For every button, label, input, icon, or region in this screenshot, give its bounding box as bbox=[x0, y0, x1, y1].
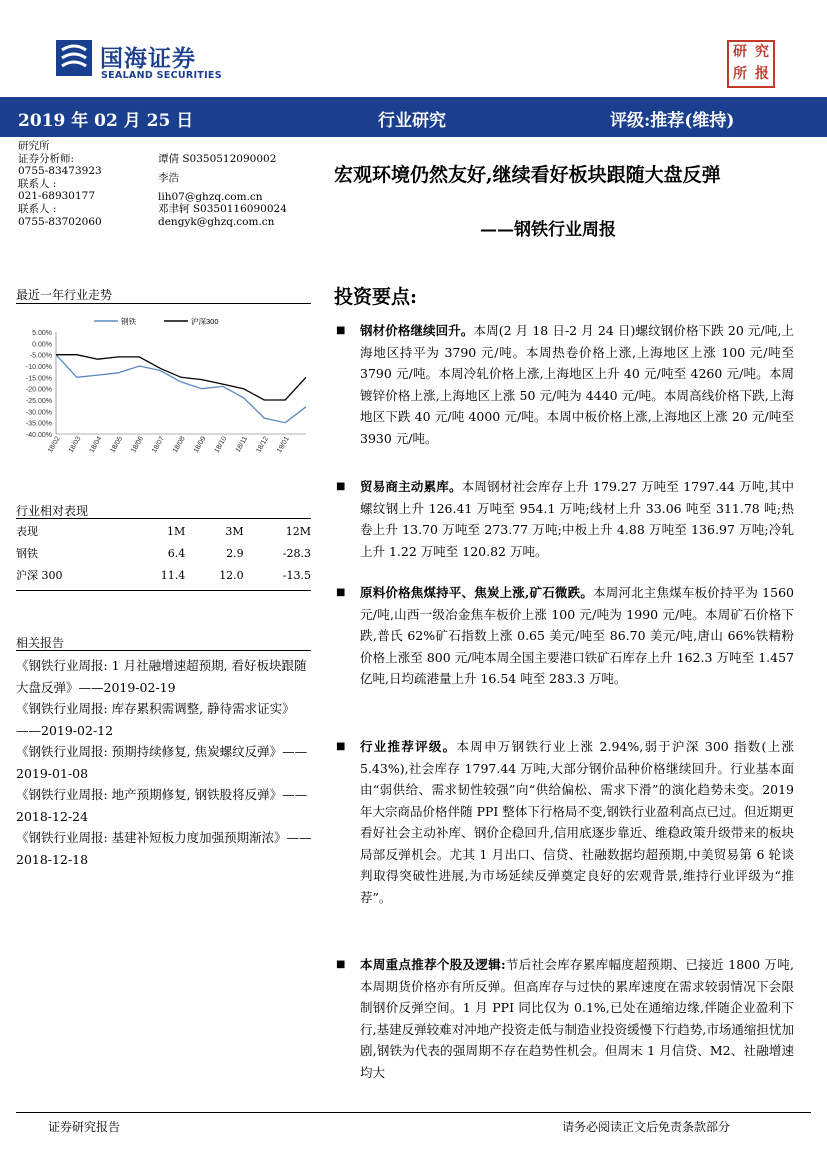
bullet-icon: ■ bbox=[336, 959, 346, 970]
y-tick-label: -15.00% bbox=[25, 375, 52, 383]
logo-english-name: SEALAND SECURITIES bbox=[101, 70, 222, 81]
report-rating: 评级:推荐(维持) bbox=[610, 111, 735, 131]
analyst-line: 研究所 bbox=[18, 140, 50, 152]
legend-label: 沪深300 bbox=[191, 317, 219, 326]
bullet-icon: ■ bbox=[336, 325, 346, 336]
divider bbox=[16, 650, 311, 651]
research-stamp-icon bbox=[727, 40, 775, 88]
analyst-line: 谭倩 S0350512090002 bbox=[158, 153, 277, 165]
table-cell: 钢铁 bbox=[16, 547, 38, 560]
table-cell: 11.4 bbox=[160, 568, 186, 582]
analyst-info-right bbox=[158, 153, 287, 228]
series-line bbox=[56, 355, 306, 423]
analyst-line: 联系人 : bbox=[18, 177, 57, 190]
series-line bbox=[56, 355, 306, 400]
y-tick-label: -20.00% bbox=[25, 386, 52, 394]
stamp-char: 报 bbox=[755, 66, 769, 82]
table-header-row bbox=[16, 520, 311, 542]
y-tick-label: -25.00% bbox=[25, 398, 52, 405]
point-heading: 钢材价格继续回升。 bbox=[360, 323, 474, 338]
table-header-cell: 表现 bbox=[16, 525, 38, 538]
x-tick-label: 18/10 bbox=[213, 435, 229, 455]
point-body: 本周申万钢铁行业上涨 2.94%,弱于沪深 300 指数(上涨 5.43%),社会库存 1797.44 万吨,大部分钢价品种价格继续回升。行业基本面由“弱供给、需求韧性较强”向“供给偏松、需求下滑”的演化趋势未变。2019 年大宗商品价格伴随 PPI 整体下行格局不变,钢铁行业盈利高点已过。但近期更看好社会主动补库、钢价企稳回升,信用底逐步靠近、维稳政策升级带来的板块局部反弹机会。尤其 1 月出口、信贷、社融数据均超预期,中美贸易第 6 轮谈判取得突破性进展,为市场延续反弹奠定良好的宏观背景,维持行业评级为“推荐”。 bbox=[360, 739, 794, 905]
divider bbox=[16, 518, 311, 519]
analyst-line: 邓聿轲 S0350116090024 bbox=[158, 203, 287, 216]
x-tick-label: 18/02 bbox=[46, 435, 62, 455]
table-row bbox=[16, 564, 311, 586]
x-tick-label: 18/06 bbox=[130, 435, 146, 455]
x-tick-label: 18/03 bbox=[67, 435, 83, 455]
analyst-line: 证券分析师: bbox=[18, 152, 75, 165]
performance-table bbox=[16, 520, 311, 586]
table-header-cell: 1M bbox=[167, 524, 186, 538]
related-report-item[interactable]: 《钢铁行业周报: 地产预期修复, 钢铁股将反弹》——2018-12-24 bbox=[16, 787, 308, 824]
header-bar bbox=[0, 97, 827, 137]
y-tick-label: -10.00% bbox=[25, 364, 52, 371]
divider bbox=[16, 590, 311, 591]
table-cell: -28.3 bbox=[282, 546, 311, 560]
report-subtitle: ——钢铁行业周报 bbox=[480, 220, 616, 240]
investment-point bbox=[336, 320, 794, 449]
x-tick-label: 18/12 bbox=[255, 435, 271, 455]
bullet-icon: ■ bbox=[336, 481, 346, 492]
table-cell: 12.0 bbox=[219, 568, 244, 582]
stamp-char: 研 bbox=[733, 44, 747, 60]
point-heading: 原料价格焦煤持平、焦炭上涨,矿石微跌。 bbox=[360, 585, 594, 600]
analyst-line: 0755-83702060 bbox=[18, 215, 102, 228]
point-body: 本周(2 月 18 日-2 月 24 日)螺纹钢价格下跌 20 元/吨,上海地区持平为 3790 元/吨。本周热卷价格上涨,上海地区上涨 100 元/吨至 3790 元/吨。本周冷轧价格上涨,上海地区上升 40 元/吨至 4260 元/吨。本周镀锌价格上涨,上海地区上涨 50 元/吨为 4440 元/吨。本周高线价格下跌,上海地区下跌 40 元/吨 4000 元/吨。本周中板价格上涨,上海地区上涨 20 元/吨至 3930 元/吨。 bbox=[360, 323, 794, 446]
footer-divider bbox=[16, 1112, 811, 1113]
table-header-cell: 12M bbox=[285, 524, 311, 538]
x-tick-label: 18/05 bbox=[109, 435, 125, 455]
investment-point bbox=[336, 476, 794, 562]
table-cell: 沪深 300 bbox=[16, 569, 63, 582]
point-body: 本周河北主焦煤车板价持平为 1560 元/吨,山西一级冶金焦车板价上涨 100 元/吨为 1990 元/吨。本周矿石价格下跌,普氏 62%矿石指数上涨 0.65 美元/吨至 86.70 美元/吨,唐山 66%铁精粉价格上涨至 800 元/吨本周全国主要港口铁矿石库存上升 162.3 万吨至 1.457 亿吨,日均疏港量上升 16.54 吨至 283.3 万吨。 bbox=[360, 585, 794, 686]
analyst-info-left bbox=[18, 140, 102, 228]
bullet-icon: ■ bbox=[336, 587, 346, 598]
x-tick-label: 18/07 bbox=[151, 435, 166, 455]
analyst-line: dengyk@ghzq.com.cn bbox=[158, 215, 275, 228]
table-header-cell: 3M bbox=[225, 524, 244, 538]
legend-label: 钢铁 bbox=[121, 317, 136, 326]
analyst-line: lih07@ghzq.com.cn bbox=[158, 190, 263, 203]
y-tick-label: -30.00% bbox=[25, 409, 52, 417]
x-tick-label: 18/09 bbox=[192, 435, 208, 455]
sealand-logo-icon bbox=[56, 40, 92, 76]
stamp-char: 究 bbox=[755, 44, 769, 60]
point-body: 节后社会库存累库幅度超预期、已接近 1800 万吨,本周期货价格亦有所反弹。但高库存与过快的累库速度在需求较弱情况下会限制钢价反弹空间。1 月 PPI 同比仅为 0.1%,已处在通缩边缘,伴随企业盈利下行,基建反弹较难对冲地产投资走低与制造业投资缓慢下行趋势,市场通缩担忧加剧,钢铁为代表的强周期不存在趋势性机会。但周末 1 月信贷、M2、社融增速均大 bbox=[360, 957, 794, 1080]
bullet-icon: ■ bbox=[336, 741, 346, 752]
performance-section-title: 行业相对表现 bbox=[16, 504, 89, 518]
analyst-line: 李浩 bbox=[158, 171, 179, 184]
related-report-item[interactable]: 《钢铁行业周报: 基建补短板力度加强预期渐浓》——2018-12-18 bbox=[16, 830, 312, 867]
related-reports-title: 相关报告 bbox=[16, 636, 65, 650]
point-body: 本周钢材社会库存上升 179.27 万吨至 1797.44 万吨,其中螺纹钢上升 126.41 万吨至 954.1 万吨;线材上升 33.06 吨至 311.78 吨;热卷上升 13.70 万吨至 273.77 万吨;中板上升 4.88 万吨至 136.97 万吨;冷轧上升 1.22 万吨至 120.82 万吨。 bbox=[360, 479, 794, 559]
table-cell: 6.4 bbox=[167, 546, 186, 560]
table-cell: 2.9 bbox=[226, 546, 244, 560]
related-report-item[interactable]: 《钢铁行业周报: 库存累积需调整, 静待需求证实》——2019-02-12 bbox=[16, 701, 295, 738]
logo-chinese-name: 国海证券 bbox=[100, 46, 196, 72]
report-date: 2019 年 02 月 25 日 bbox=[18, 111, 194, 131]
trend-section-title: 最近一年行业走势 bbox=[16, 288, 113, 302]
investment-point bbox=[336, 582, 794, 690]
related-reports-list bbox=[16, 655, 314, 870]
x-tick-label: 19/01 bbox=[276, 435, 291, 455]
industry-trend-chart bbox=[14, 310, 314, 470]
related-report-item[interactable]: 《钢铁行业周报: 1 月社融增速超预期, 看好板块跟随大盘反弹》——2019-02-19 bbox=[16, 658, 307, 695]
report-type: 行业研究 bbox=[378, 111, 446, 131]
point-heading: 本周重点推荐个股及逻辑: bbox=[360, 957, 506, 972]
y-tick-label: 5.00% bbox=[32, 330, 52, 337]
x-tick-label: 18/04 bbox=[88, 435, 104, 455]
y-tick-label: -5.00% bbox=[29, 352, 52, 360]
analyst-line: 021-68930177 bbox=[18, 190, 96, 203]
investment-point bbox=[336, 736, 794, 908]
table-row bbox=[16, 542, 311, 564]
stamp-char: 所 bbox=[733, 66, 747, 82]
point-heading: 行业推荐评级。 bbox=[360, 739, 457, 754]
report-title: 宏观环境仍然友好,继续看好板块跟随大盘反弹 bbox=[334, 164, 721, 186]
y-tick-label: -40.00% bbox=[25, 432, 52, 439]
point-heading: 贸易商主动累库。 bbox=[360, 479, 462, 494]
footer-left-text: 证券研究报告 bbox=[48, 1120, 121, 1134]
analyst-line: 0755-83473923 bbox=[18, 165, 102, 178]
y-tick-label: -35.00% bbox=[25, 420, 52, 428]
y-tick-label: 0.00% bbox=[32, 341, 52, 349]
footer-disclaimer-text: 请务必阅读正文后免责条款部分 bbox=[562, 1120, 731, 1134]
related-report-item[interactable]: 《钢铁行业周报: 预期持续修复, 焦炭螺纹反弹》——2019-01-08 bbox=[16, 744, 308, 781]
investment-points-title: 投资要点: bbox=[334, 286, 418, 308]
analyst-line: 联系人 : bbox=[18, 202, 57, 215]
x-tick-label: 18/11 bbox=[234, 435, 250, 454]
table-cell: -13.5 bbox=[282, 568, 311, 582]
investment-point bbox=[336, 954, 794, 1083]
x-tick-label: 18/08 bbox=[171, 435, 187, 455]
divider bbox=[16, 303, 311, 304]
